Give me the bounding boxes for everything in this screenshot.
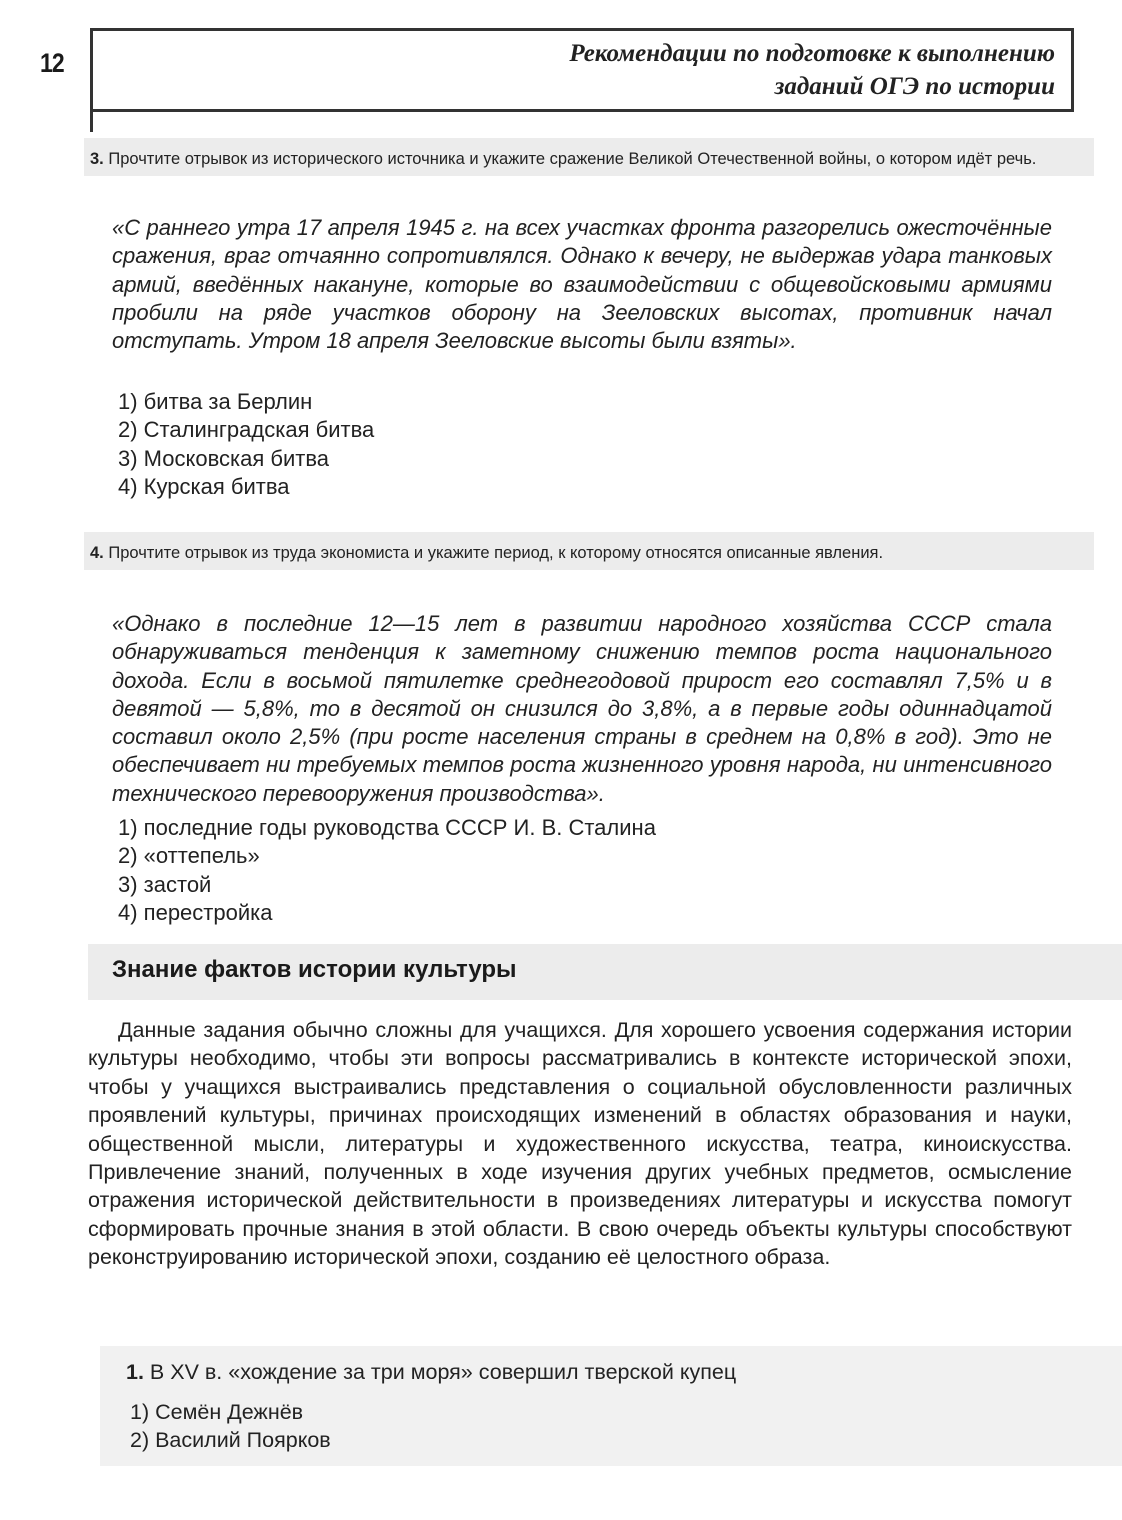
task-1-option-2[interactable]: 2) Василий Поярков [130,1428,331,1453]
task-3-option-2[interactable]: 2) Сталинградская битва [118,417,375,443]
task-4-option-4[interactable]: 4) перестройка [118,899,273,925]
running-header [90,28,1074,112]
section-title: Знание фактов истории культуры [88,944,1122,1000]
task-3-quote: «С раннего утра 17 апреля 1945 г. на всех участках фронта разгорелись ожесточённые сражения, враг отчаянно сопротивлялся. Однако к вечеру, не выдержав удара танковых армий, введённых накануне, которые во взаимодействии с общевойсковыми армиями пробили на ряде участков оборону на Зееловских высотах, противник начал отступать. Утром 18 апреля Зееловские высоты были взяты». [112,215,1052,354]
task-4-number: 4. [90,544,104,562]
task-4-options [118,814,656,927]
task-4-prompt-text: Прочтите отрывок из труда экономиста и укажите период, к которому относятся описанные явления. [108,544,884,562]
section-body-text: Данные задания обычно сложны для учащихся. Для хорошего усвоения содержания истории культуры необходимо, чтобы эти вопросы рассматривались в контексте исторической эпохи, чтобы у учащихся выстраивались представления о социальной обусловленности различных проявлений культуры, причинах происходящих изменений в областях образования и науки, общественной мысли, литературы и художественного искусства, театра, киноискусства. Привлечение знаний, полученных в ходе изучения других учебных предметов, осмысление отражения исторической действительности в произведениях литературы и искусства помогут сформировать прочные знания в этой области. В свою очередь объекты культуры способствуют реконструированию исторической эпохи, созданию её целостного образа. [88,1018,1072,1270]
header-line-1: Рекомендации по подготовке к выполнению [569,40,1055,67]
page-number: 12 [40,48,64,78]
task-1-number: 1. [126,1360,144,1384]
task-4-quote: «Однако в последние 12—15 лет в развитии народного хозяйства СССР стала обнаруживаться тенденция к заметному снижению темпов роста национального дохода. Если в восьмой пятилетке среднегодовой прирост его составлял 7,5% и в девятой — 5,8%, то в десятой он снизился до 3,8%, а в первые годы одиннадцатой составил около 2,5% (при росте населения страны в среднем на 0,8% в год). Это не обеспечивает ни требуемых темпов роста жизненного уровня народа, ни интенсивного технического перевооружения производства». [112,611,1052,806]
header-line-2: заданий ОГЭ по истории [774,73,1055,100]
task-3-options [118,388,374,501]
task-1-options [130,1398,331,1455]
task-4-prompt [84,532,1094,570]
running-header-title [569,37,1055,103]
task-3-number: 3. [90,150,104,168]
task-4-option-3[interactable]: 3) застой [118,871,212,897]
task-1-question-text: В XV в. «хождение за три моря» совершил тверской купец [149,1360,737,1384]
task-1-option-1[interactable]: 1) Семён Дежнёв [130,1400,304,1424]
task-3-prompt-text: Прочтите отрывок из исторического источника и укажите сражение Великой Отечественной войны, о котором идёт речь. [108,150,1037,168]
task-3-prompt [84,138,1094,176]
task-3-option-3[interactable]: 3) Московская битва [118,445,330,471]
task-4-option-2[interactable]: 2) «оттепель» [118,843,260,869]
task-3-option-1[interactable]: 1) битва за Берлин [118,389,313,414]
task-4-option-1[interactable]: 1) последние годы руководства СССР И. В. Сталина [118,815,656,840]
header-rule [90,104,93,132]
task-1-question [126,1360,736,1385]
task-3-option-4[interactable]: 4) Курская битва [118,473,290,499]
